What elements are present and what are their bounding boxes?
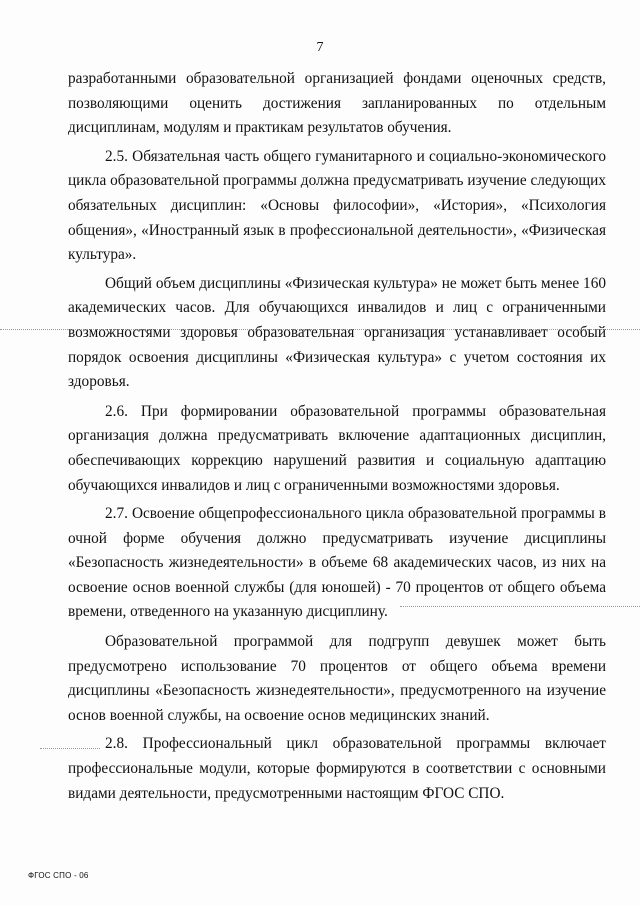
footer-standard-code: ФГОС СПО - 06 — [28, 871, 89, 880]
page-number: 7 — [316, 40, 324, 55]
paragraph-2-5: 2.5. Обязательная часть общего гуманитарного и социально-экономического цикла образовательной программы должна предусматривать изучение следующих обязательных дисциплин: «Основы философии», «История», «Психология общения», «Иностранный язык в профессиональной деятельности», «Физическая культура». — [68, 147, 606, 264]
paragraph-continuation: разработанными образовательной организацией фондами оценочных средств, позволяющими оценить достижения запланированных по отдельным дисциплинам, модулям и практикам результатов обучения. — [68, 70, 606, 137]
paragraph-2-7: 2.7. Освоение общепрофессионального цикла образовательной программы в очной форме обучения должно предусматривать изучение дисциплины «Безопасность жизнедеятельности» в объеме 68 академических часов, из них на освоение основ военной службы (для юношей) - 70 процентов от общего объема времени, отведенного на указанную дисциплину. — [68, 505, 606, 621]
paragraph-2-8: 2.8. Профессиональный цикл образовательной программы включает профессиональные модули, которые формируются в соответствии с основными видами деятельности, предусмотренными настоящим ФГОС СПО. — [68, 735, 606, 802]
document-body — [68, 67, 606, 806]
paragraph-girls-subgroups: Образовательной программой для подгрупп девушек может быть предусмотрено использование 70 процентов от общего объема времени дисциплины «Безопасность жизнедеятельности», предусмотренного на изучение основ военной службы, на освоение основ медицинских знаний. — [68, 633, 606, 724]
paragraph-physical-culture: Общий объем дисциплины «Физическая культура» не может быть менее 160 академических часов. Для обучающихся инвалидов и лиц с ограниченными возможностями здоровья образовательная организация устанавливает особый порядок освоения дисциплины «Физическая культура» с учетом состояния их здоровья. — [68, 274, 606, 391]
paragraph-2-6: 2.6. При формировании образовательной программы образовательная организация должна предусматривать включение адаптационных дисциплин, обеспечивающих коррекцию нарушений развития и социальную адаптацию обучающихся инвалидов и лиц с ограниченными возможностями здоровья. — [68, 402, 606, 494]
